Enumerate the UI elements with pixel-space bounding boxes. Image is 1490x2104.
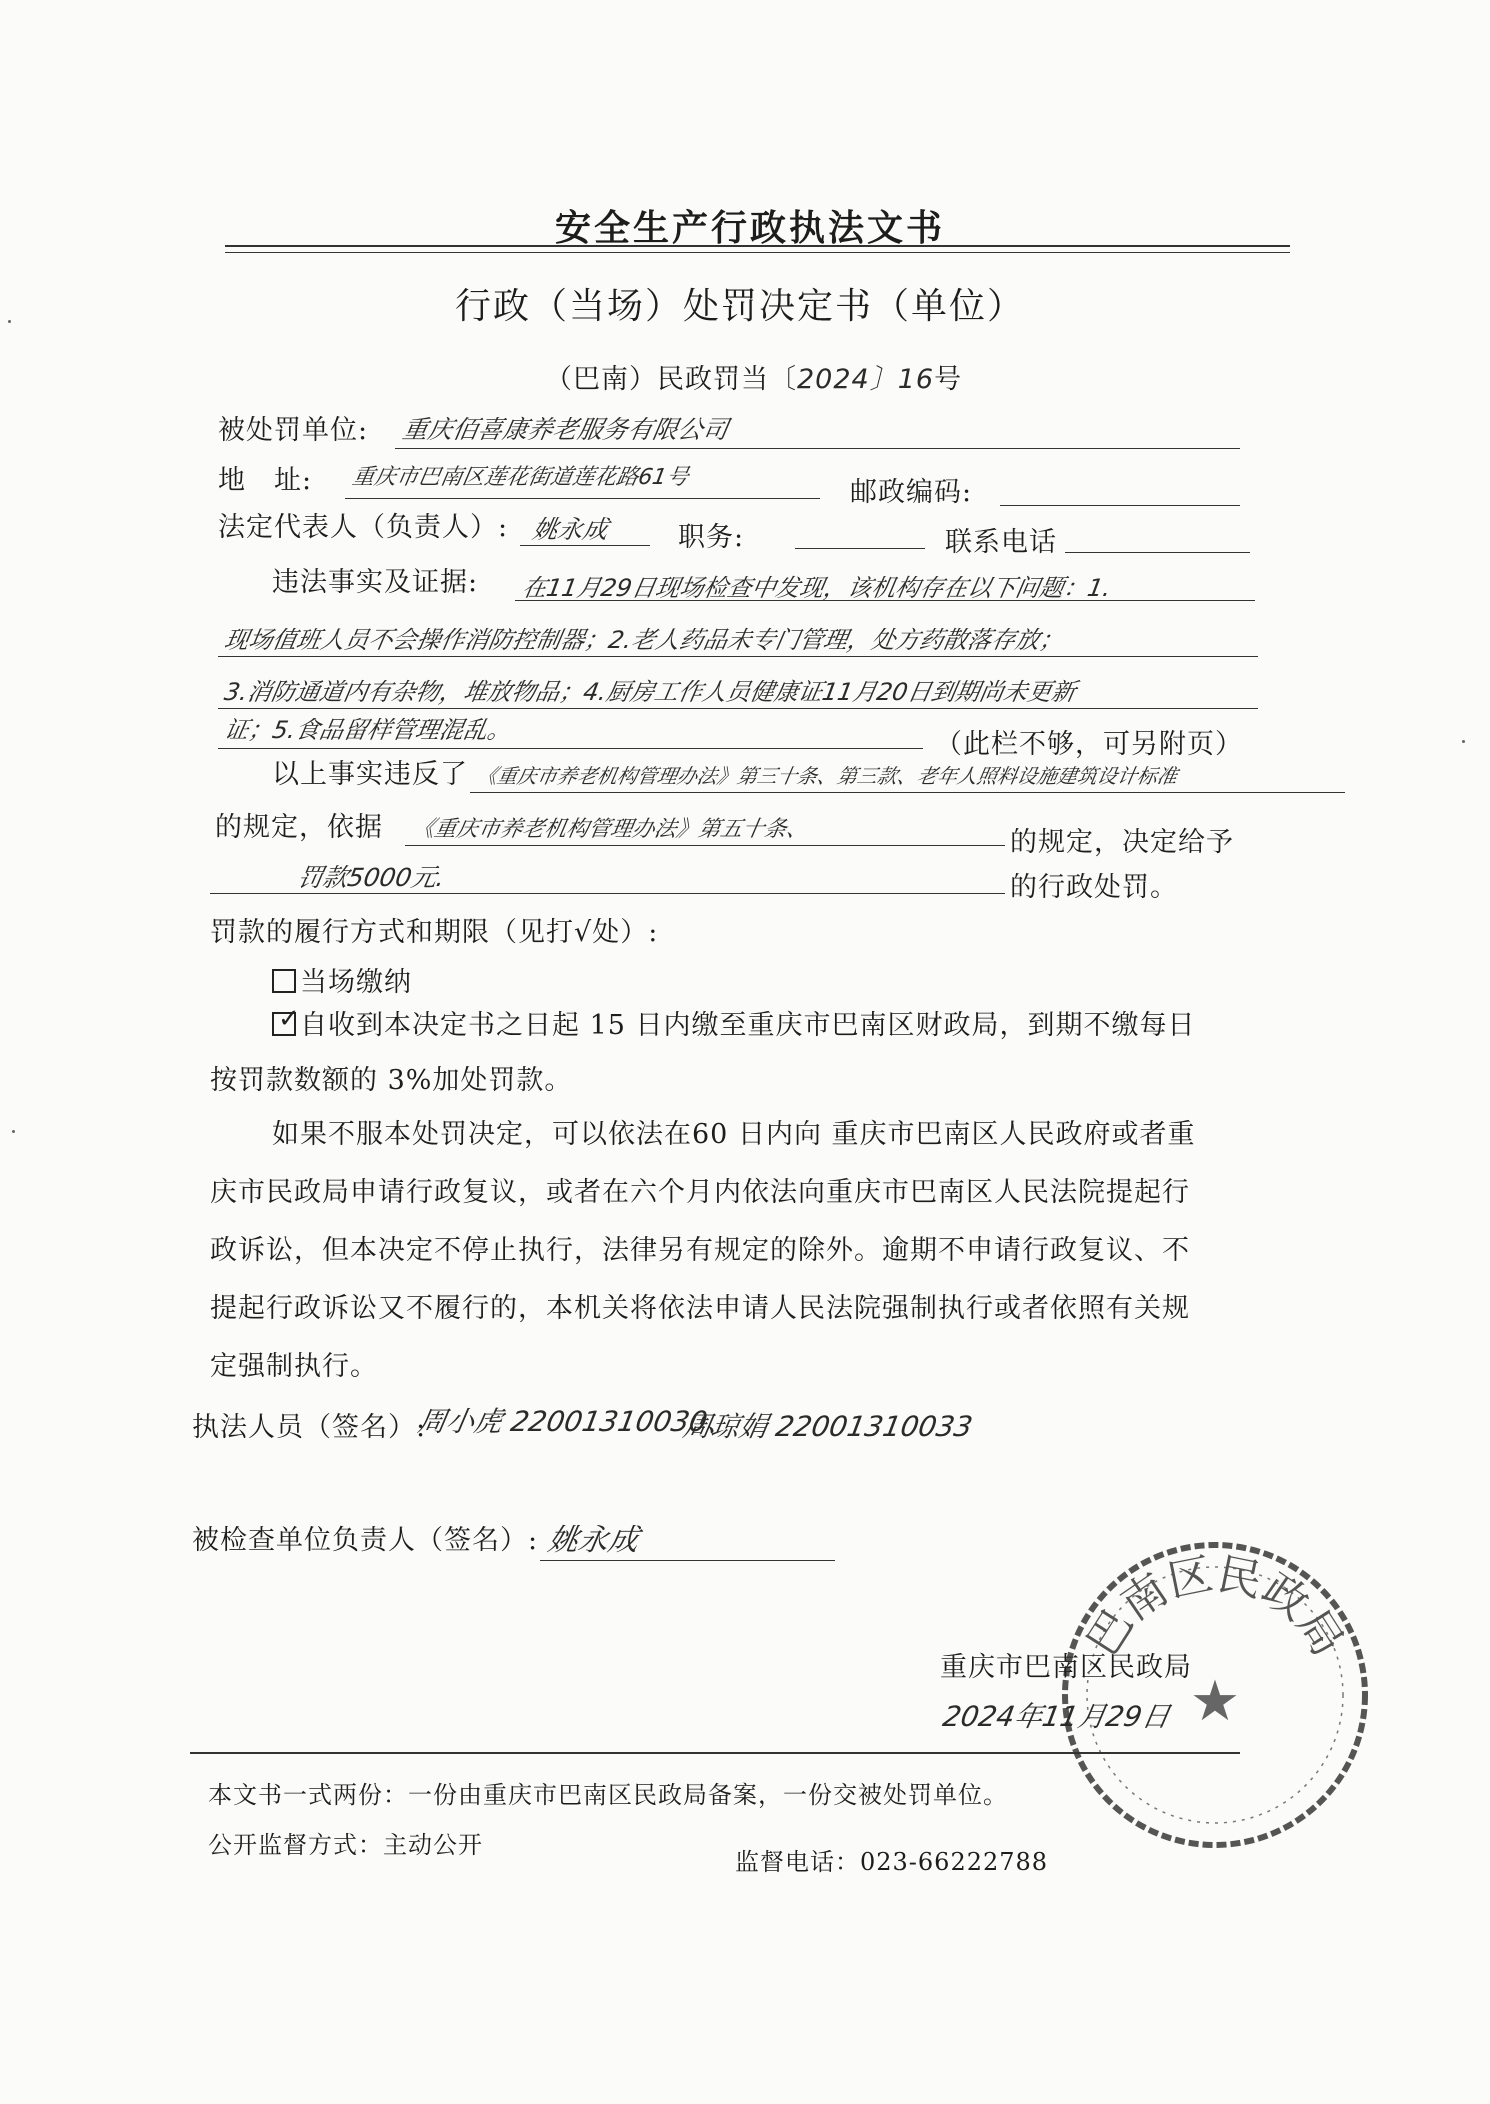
facts-line-1: 在11月29日现场检查中发现，该机构存在以下问题：1. (520, 574, 1114, 602)
law-basis: 《重庆市养老机构管理办法》第五十条、 (410, 817, 811, 842)
violation-middle-1: 的规定，依据 (215, 812, 383, 843)
scan-speck (1462, 740, 1465, 743)
header-rule-thick (225, 245, 1290, 247)
unit-underline (395, 448, 1240, 449)
postcode-underline (1000, 505, 1240, 506)
phone-label: 联系电话 (945, 527, 1057, 558)
violation-middle-2: 的规定，决定给予 (1010, 827, 1234, 858)
violation-suffix: 的行政处罚。 (1010, 872, 1178, 903)
checkbox-onsite[interactable] (272, 969, 296, 993)
footer-rule (190, 1752, 1240, 1754)
position-underline (795, 548, 925, 549)
doc-number-handwritten: 2024〕16 (797, 364, 935, 395)
facts-underline-4 (218, 748, 923, 749)
option-deferred-line-1: 自收到本决定书之日起 15 日内缴至重庆市巴南区财政局，到期不缴每日 (300, 1010, 1196, 1041)
payment-option-onsite (272, 960, 412, 999)
doc-number-prefix: （巴南）民政罚当〔 (545, 364, 797, 395)
penalty-underline (210, 893, 1005, 894)
officer-label: 执法人员（签名）: (192, 1412, 427, 1443)
payment-option-deferred (272, 1003, 1196, 1042)
header-rule-thin (225, 252, 1290, 253)
document-number (545, 357, 962, 396)
violation-prefix: 以上事实违反了 (272, 759, 468, 790)
appeal-line-2: 庆市民政局申请行政复议，或者在六个月内依法向重庆市巴南区人民法院提起行 (210, 1177, 1190, 1208)
officer-signature-2: 周琼娟 22001310033 (680, 1410, 976, 1443)
address-label: 地 址: (218, 465, 313, 496)
appeal-line-1: 如果不服本处罚决定，可以依法在60 日内向 重庆市巴南区人民政府或者重 (272, 1119, 1196, 1150)
inspected-signature: 姚永成 (545, 1523, 642, 1558)
unit-value: 重庆佰喜康养老服务有限公司 (400, 415, 731, 444)
option-onsite-label: 当场缴纳 (300, 967, 412, 998)
facts-underline-1 (515, 600, 1255, 601)
position-label: 职务: (678, 522, 745, 553)
inspected-label: 被检查单位负责人（签名）: (192, 1525, 539, 1556)
address-value: 重庆市巴南区莲花街道莲花路61号 (350, 465, 691, 490)
appeal-line-3: 政诉讼，但本决定不停止执行，法律另有规定的除外。逾期不申请行政复议、不 (210, 1235, 1190, 1266)
doc-number-suffix: 号 (934, 364, 963, 395)
seal-text: 巴南区民政局 (1076, 1548, 1354, 1666)
disclosure-method: 公开监督方式：主动公开 (208, 1831, 483, 1859)
document-type-heading: 安全生产行政执法文书 (555, 207, 946, 249)
facts-line-2: 现场值班人员不会操作消防控制器；2.老人药品未专门管理，处方药散落存放； (222, 626, 1067, 654)
appeal-line-4: 提起行政诉讼又不履行的，本机关将依法申请人民法院强制执行或者依照有关规 (210, 1293, 1190, 1324)
unit-label: 被处罚单位: (218, 415, 369, 446)
payment-heading: 罚款的履行方式和期限（见打√处）: (210, 917, 659, 948)
issue-date: 2024年11月29日 (940, 1700, 1173, 1733)
copies-note: 本文书一式两份：一份由重庆市巴南区民政局备案，一份交被处罚单位。 (208, 1781, 1008, 1809)
scan-speck (12, 1130, 15, 1133)
phone-underline (1065, 552, 1250, 553)
postcode-label: 邮政编码: (850, 477, 973, 508)
law-basis-underline (405, 845, 1005, 846)
legal-rep-underline (520, 545, 650, 546)
inspected-underline (540, 1560, 835, 1561)
issuer-name: 重庆市巴南区民政局 (940, 1652, 1192, 1683)
facts-underline-3 (218, 708, 1258, 709)
facts-line-4: 证；5.食品留样管理混乱。 (222, 716, 515, 744)
appeal-line-5: 定强制执行。 (210, 1351, 378, 1382)
scan-speck (8, 320, 11, 323)
checkbox-deferred[interactable] (272, 1012, 296, 1036)
officer-signature-1: 周小虎 22001310030、 (415, 1405, 739, 1438)
address-underline (345, 498, 820, 499)
document-title: 行政（当场）处罚决定书（单位） (455, 286, 1026, 327)
option-deferred-line-2: 按罚款数额的 3%加处罚款。 (210, 1065, 573, 1096)
facts-line-3: 3.消防通道内有杂物，堆放物品；4.厨房工作人员健康证11月20日到期尚未更新 (222, 678, 1078, 706)
legal-rep-value: 姚永成 (530, 515, 611, 544)
supervision-hotline: 监督电话：023-66222788 (735, 1848, 1049, 1876)
facts-underline-2 (218, 656, 1258, 657)
law-violated: 《重庆市养老机构管理办法》第三十条、第三款、老年人照料设施建筑设计标准 (475, 764, 1180, 788)
facts-label: 违法事实及证据: (272, 567, 479, 598)
facts-note: （此栏不够，可另附页） (935, 729, 1243, 760)
seal-star-icon: ★ (1189, 1669, 1241, 1734)
legal-rep-label: 法定代表人（负责人）: (218, 512, 509, 543)
law-violated-underline (470, 792, 1345, 793)
penalty-value: 罚款5000元. (295, 863, 448, 892)
